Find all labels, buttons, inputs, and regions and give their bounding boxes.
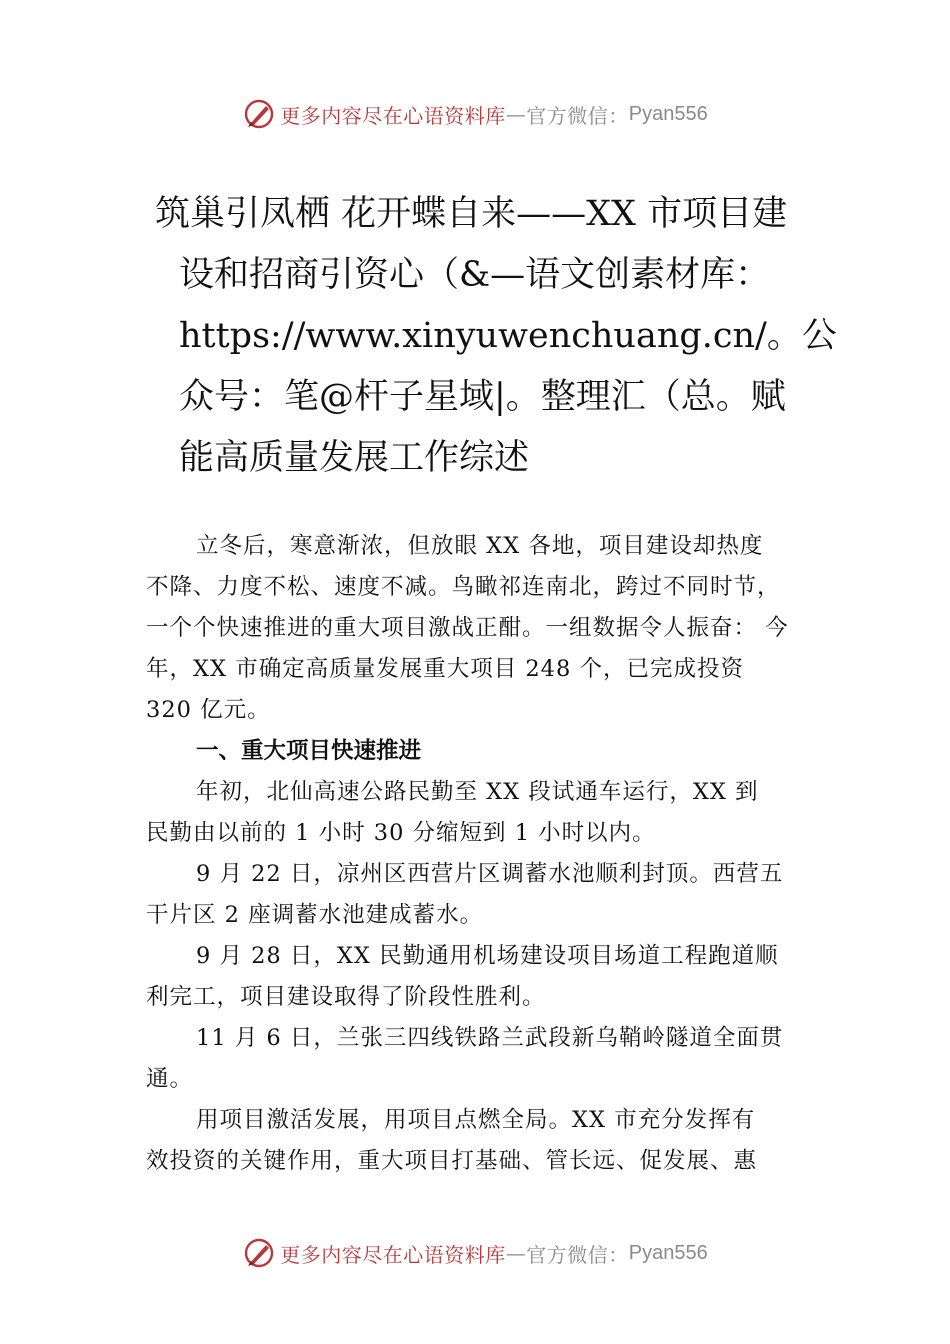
document-body xyxy=(146,526,826,1182)
title-line: 众号：笔@杆子星域|。整理汇（总。赋 xyxy=(179,377,786,417)
text-line: 不降、力度不松、速度不减。鸟瞰祁连南北，跨过不同时节， xyxy=(146,574,781,600)
paragraph-tunnel xyxy=(146,1018,826,1100)
banner-separator: — xyxy=(505,102,527,126)
text-line: 利完工，项目建设取得了阶段性胜利。 xyxy=(146,984,546,1010)
title-line: 筑巢引凤栖 花开蝶自来——XX 市项目建 xyxy=(155,194,788,234)
title-line: 设和招商引资心（&—语文创素材库： xyxy=(179,255,771,295)
header-banner xyxy=(0,94,950,134)
banner-wechat-label: 官方微信： xyxy=(526,1242,629,1267)
text-line: 通。 xyxy=(146,1066,194,1092)
title-line: 能高质量发展工作综述 xyxy=(179,438,530,478)
text-line: 11 月 6 日，兰张三四线铁路兰武段新乌鞘岭隧道全面贯 xyxy=(196,1025,784,1051)
document-title xyxy=(155,184,837,489)
text-line: 320 亿元。 xyxy=(146,697,271,723)
section-heading: 一、重大项目快速推进 xyxy=(196,738,422,764)
paragraph-reservoir xyxy=(146,854,826,936)
banner-wechat-id: Pyan556 xyxy=(628,102,708,125)
text-line: 一个个快速推进的重大项目激战正酣。一组数据令人振奋： 今 xyxy=(146,615,789,641)
text-line: 民勤由以前的 1 小时 30 分缩短到 1 小时以内。 xyxy=(146,820,656,846)
paragraph-investment xyxy=(146,1100,826,1182)
banner-wechat-id: Pyan556 xyxy=(628,1241,708,1264)
pen-logo-icon xyxy=(242,1236,276,1270)
text-line: 年，XX 市确定高质量发展重大项目 248 个，已完成投资 xyxy=(146,656,744,682)
paragraph-airport xyxy=(146,936,826,1018)
banner-wechat-label: 官方微信： xyxy=(526,103,629,128)
text-line: 立冬后，寒意渐浓，但放眼 XX 各地，项目建设却热度 xyxy=(196,533,764,559)
paragraph-intro xyxy=(146,526,826,731)
text-line: 效投资的关键作用，重大项目打基础、管长远、促发展、惠 xyxy=(146,1148,758,1174)
pen-logo-icon xyxy=(242,97,276,131)
title-line: https://www.xinyuwenchuang.cn/。公 xyxy=(179,316,837,356)
footer-banner xyxy=(0,1233,950,1273)
text-line: 干片区 2 座调蓄水池建成蓄水。 xyxy=(146,902,484,928)
text-line: 用项目激活发展，用项目点燃全局。XX 市充分发挥有 xyxy=(196,1107,756,1133)
text-line: 年初，北仙高速公路民勤至 XX 段试通车运行，XX 到 xyxy=(196,779,759,805)
text-line: 9 月 28 日，XX 民勤通用机场建设项目场道工程跑道顺 xyxy=(196,943,779,969)
banner-site-text: 更多内容尽在心语资料库 xyxy=(280,1242,506,1267)
banner-separator: — xyxy=(505,1241,527,1265)
banner-site-text: 更多内容尽在心语资料库 xyxy=(280,103,506,128)
text-line: 9 月 22 日，凉州区西营片区调蓄水池顺利封顶。西营五 xyxy=(196,861,784,887)
paragraph-expressway xyxy=(146,772,826,854)
